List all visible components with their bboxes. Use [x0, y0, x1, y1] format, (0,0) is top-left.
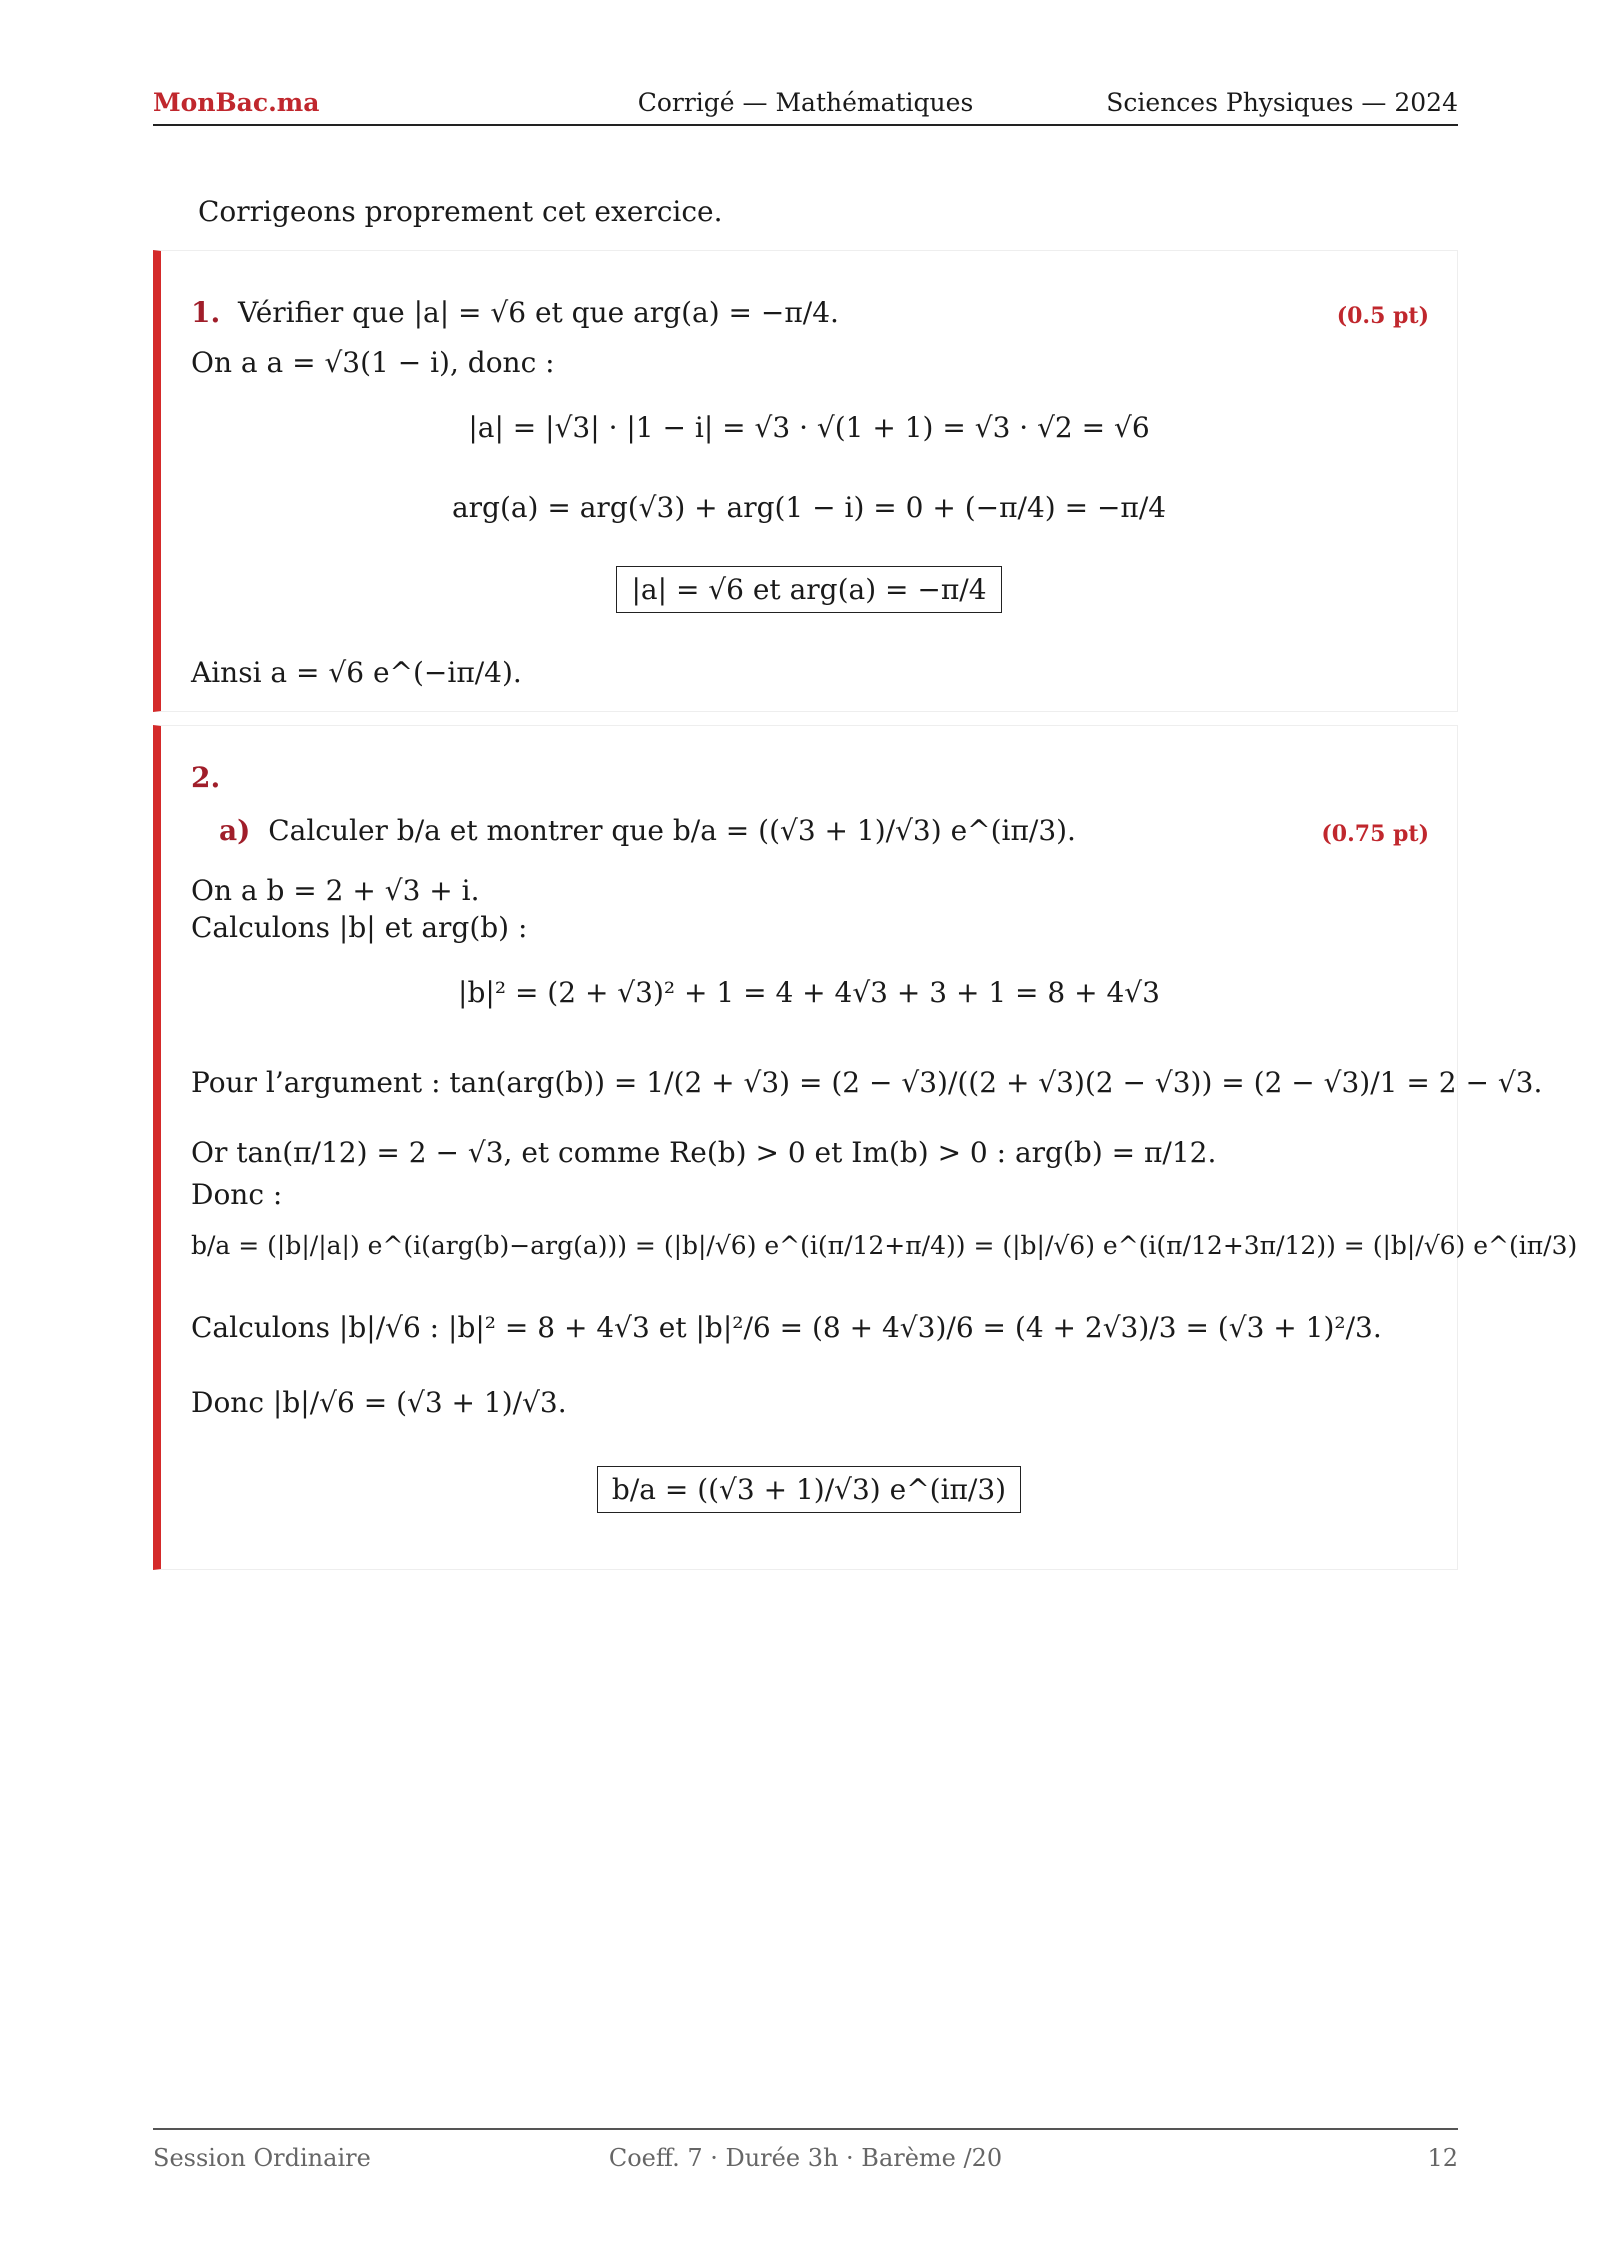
q1-boxed-result: |a| = √6 et arg(a) = −π/4 [616, 566, 1001, 613]
question-1-box [153, 250, 1458, 712]
q2-number: 2. [191, 761, 221, 794]
q2-argument-line: Pour l’argument : tan(arg(b)) = 1/(2 + √3) = (2 − √3)/((2 + √3)(2 − √3)) = (2 − √3)/1 = 2 − √3. [191, 1066, 1543, 1099]
q2-eq-quotient: b/a = (|b|/|a|) e^(i(arg(b)−arg(a))) = (|b|/√6) e^(i(π/12+π/4)) = (|b|/√6) e^(i(π/12+3π/12)) = (|b|/√6) e^(iπ/3) [191, 1231, 1578, 1260]
header-title: Corrigé — Mathématiques [637, 88, 974, 117]
q2-eq-modulus-sq: |b|² = (2 + √3)² + 1 = 4 + 4√3 + 3 + 1 = 8 + 4√3 [458, 976, 1160, 1009]
q2-calc-line: Calculons |b|/√6 : |b|² = 8 + 4√3 et |b|²/6 = (8 + 4√3)/6 = (4 + 2√3)/3 = (√3 + 1)²/3. [191, 1311, 1382, 1344]
q2-donc-line: Donc |b|/√6 = (√3 + 1)/√3. [191, 1386, 567, 1419]
q2-donc: Donc : [191, 1178, 283, 1211]
q1-number: 1. [191, 296, 221, 329]
q2a-statement: Calculer b/a et montrer que b/a = ((√3 + 1)/√3) e^(iπ/3). [268, 814, 1076, 847]
q2a-label: a) [219, 814, 251, 847]
q2-compute: Calculons |b| et arg(b) : [191, 911, 528, 944]
question-2-box [153, 725, 1578, 1570]
q1-points: (0.5 pt) [1336, 303, 1429, 329]
q1-result-wrap [161, 566, 1457, 613]
q2-boxed-result: b/a = ((√3 + 1)/√3) e^(iπ/3) [597, 1466, 1021, 1513]
q1-conclusion: Ainsi a = √6 e^(−iπ/4). [191, 656, 522, 689]
q2a-statement-line [219, 814, 1076, 847]
brand-logo[interactable]: MonBac.ma [153, 88, 320, 117]
intro-text: Corrigeons proprement cet exercice. [198, 195, 723, 228]
q1-statement-line [191, 296, 839, 329]
q1-statement: Vérifier que |a| = √6 et que arg(a) = −π/4. [238, 296, 839, 329]
q1-eq-modulus: |a| = |√3| · |1 − i| = √3 · √(1 + 1) = √3 · √2 = √6 [468, 411, 1150, 444]
q1-given: On a a = √3(1 − i), donc : [191, 346, 555, 379]
page-number: 12 [1427, 2144, 1458, 2172]
footer-info: Coeff. 7 · Durée 3h · Barème /20 [608, 2144, 1003, 2172]
page-footer [153, 2128, 1458, 2186]
page-header [153, 88, 1458, 126]
q2-tan-line: Or tan(π/12) = 2 − √3, et comme Re(b) > 0 et Im(b) > 0 : arg(b) = π/12. [191, 1136, 1217, 1169]
q1-eq-argument: arg(a) = arg(√3) + arg(1 − i) = 0 + (−π/4) = −π/4 [451, 491, 1167, 524]
footer-session: Session Ordinaire [153, 2144, 371, 2172]
q2-result-wrap [161, 1466, 1457, 1513]
header-series: Sciences Physiques — 2024 [1106, 88, 1458, 117]
q2-given: On a b = 2 + √3 + i. [191, 874, 480, 907]
q2-points: (0.75 pt) [1321, 821, 1429, 847]
